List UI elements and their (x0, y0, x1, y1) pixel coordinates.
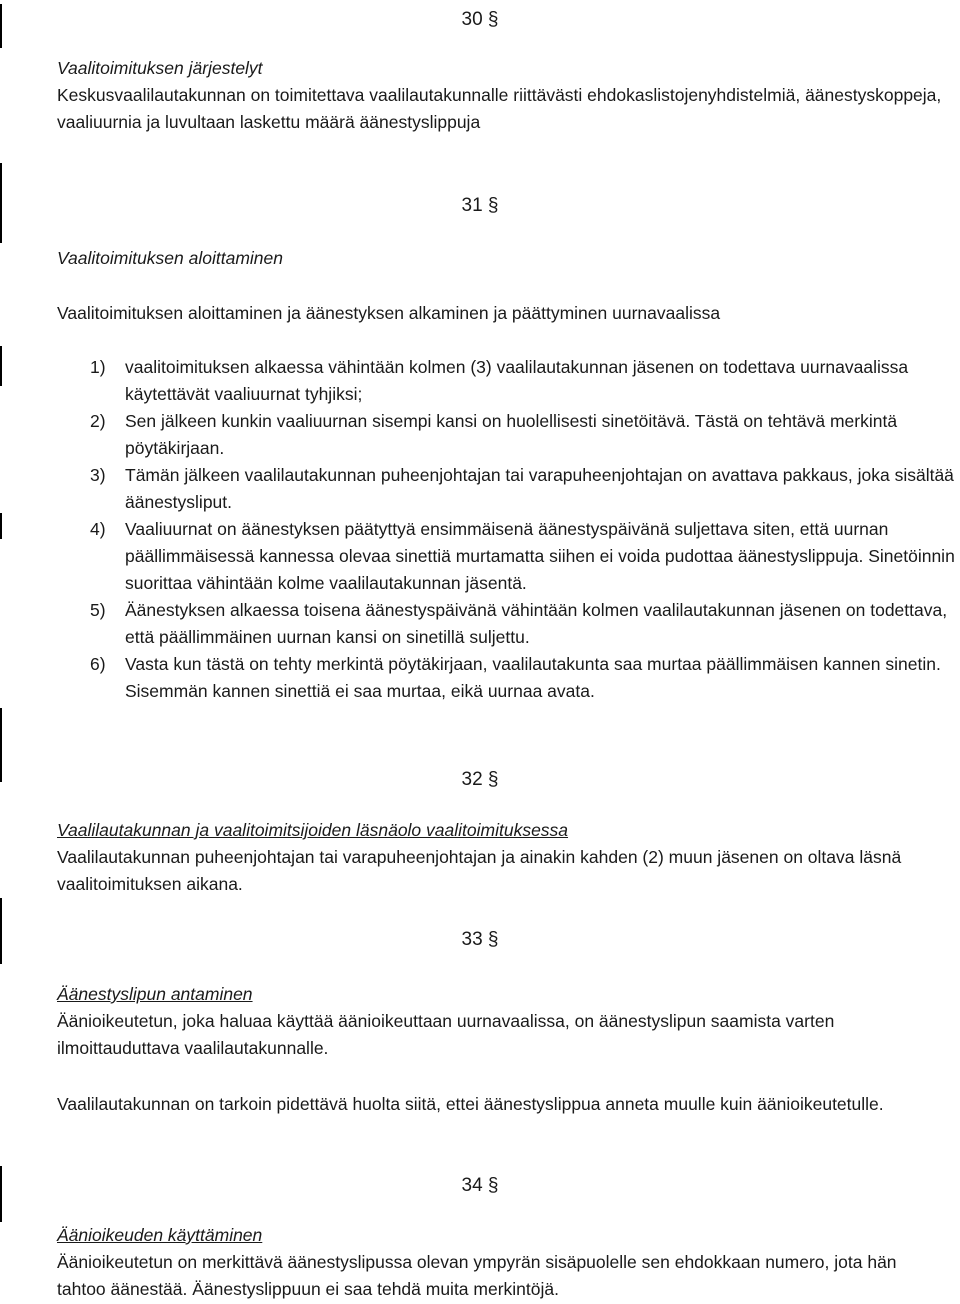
list-item (90, 516, 956, 597)
section-title: Vaalitoimituksen järjestelyt (57, 58, 263, 78)
list-item (90, 408, 956, 462)
section-31-title-block (57, 245, 944, 272)
list-item-number: 2) (90, 411, 106, 431)
paragraph: Vaalilautakunnan on tarkoin pidettävä huolta siitä, ettei äänestyslippua anneta muulle kuin äänioikeutetulle. (57, 1094, 884, 1114)
section-32 (57, 817, 944, 898)
paragraph: Äänioikeutetun, joka haluaa käyttää äänioikeuttaan uurnavaalissa, on äänestyslipun saamista varten ilmoittauduttava vaalilautakunnalle. (57, 1011, 835, 1058)
list-item-number: 5) (90, 600, 106, 620)
section-30 (57, 55, 944, 136)
list-item-number: 6) (90, 654, 106, 674)
section-number: 34 § (461, 1175, 499, 1196)
list-item-text: Sen jälkeen kunkin vaaliuurnan sisempi kansi on huolellisesti sinetöitävä. Tästä on tehtävä merkintä pöytäkirjaan. (125, 411, 898, 458)
list-item-text: Tämän jälkeen vaalilautakunnan puheenjohtajan tai varapuheenjohtajan on avattava pakkaus, joka sisältää äänestysliput. (125, 465, 954, 512)
list-item-number: 1) (90, 357, 106, 377)
section-number: 31 § (461, 195, 499, 216)
section-title: Äänestyslipun antaminen (57, 984, 253, 1004)
paragraph: Keskusvaalilautakunnan on toimitettava vaalilautakunnalle riittävästi ehdokaslistojenyhdistelmiä, äänestyskoppeja, vaaliuurnia ja luvultaan laskettu määrä äänestyslippuja (57, 85, 942, 132)
section-title: Vaalitoimituksen aloittaminen (57, 248, 283, 268)
paragraph: Vaalilautakunnan puheenjohtajan tai varapuheenjohtajan ja ainakin kahden (2) muun jäsenen on oltava läsnä vaalitoimituksen aikana. (57, 847, 902, 894)
list-item-number: 4) (90, 519, 106, 539)
section-number: 33 § (461, 929, 499, 950)
list-item-text: Äänestyksen alkaessa toisena äänestyspäivänä vähintään kolmen vaalilautakunnan jäsenen on todettava, että päällimmäinen uurnan kansi on sinetillä suljettu. (125, 600, 948, 647)
section-title: Vaalilautakunnan ja vaalitoimitsijoiden läsnäolo vaalitoimituksessa (57, 820, 569, 840)
list-item (90, 597, 956, 651)
list-item-text: Vasta kun tästä on tehty merkintä pöytäkirjaan, vaalilautakunta saa murtaa päällimmäisen kannen sinetin. Sisemmän kannen sinettiä ei saa murtaa, eikä uurnaa avata. (125, 654, 941, 701)
section-33 (57, 981, 944, 1062)
revision-bar (0, 346, 2, 386)
numbered-list (90, 354, 956, 705)
section-34 (57, 1222, 944, 1303)
list-item (90, 462, 956, 516)
list-item-text: Vaaliuurnat on äänestyksen päätyttyä ensimmäisenä äänestyspäivänä suljettava siten, että uurnan päällimmäisessä kannessa olevaa sinettiä murtamatta siihen ei voida pudottaa äänestyslippuja. Sinetöinnin suorittaa vähintään kolme vaalilautakunnan jäsentä. (125, 519, 955, 593)
list-item-text: vaalitoimituksen alkaessa vähintään kolmen (3) vaalilautakunnan jäsenen on todettava uurnavaalissa käytettävät vaaliuurnat tyhjiksi; (125, 357, 909, 404)
section-title: Äänioikeuden käyttäminen (57, 1225, 263, 1245)
section-number: 32 § (461, 769, 499, 790)
section-33-paragraph-2 (57, 1091, 944, 1118)
section-number: 30 § (461, 9, 499, 30)
revision-bar (0, 513, 2, 539)
list-item (90, 651, 956, 705)
list-item (90, 354, 956, 408)
list-item-number: 3) (90, 465, 106, 485)
section-31-intro (57, 300, 944, 327)
paragraph: Äänioikeutetun on merkittävä äänestyslipussa olevan ympyrän sisäpuolelle sen ehdokkaan numero, jota hän tahtoo äänestää. Äänestyslippuun ei saa tehdä muita merkintöjä. (57, 1252, 897, 1299)
paragraph: Vaalitoimituksen aloittaminen ja äänestyksen alkaminen ja päättyminen uurnavaalissa (57, 303, 721, 323)
